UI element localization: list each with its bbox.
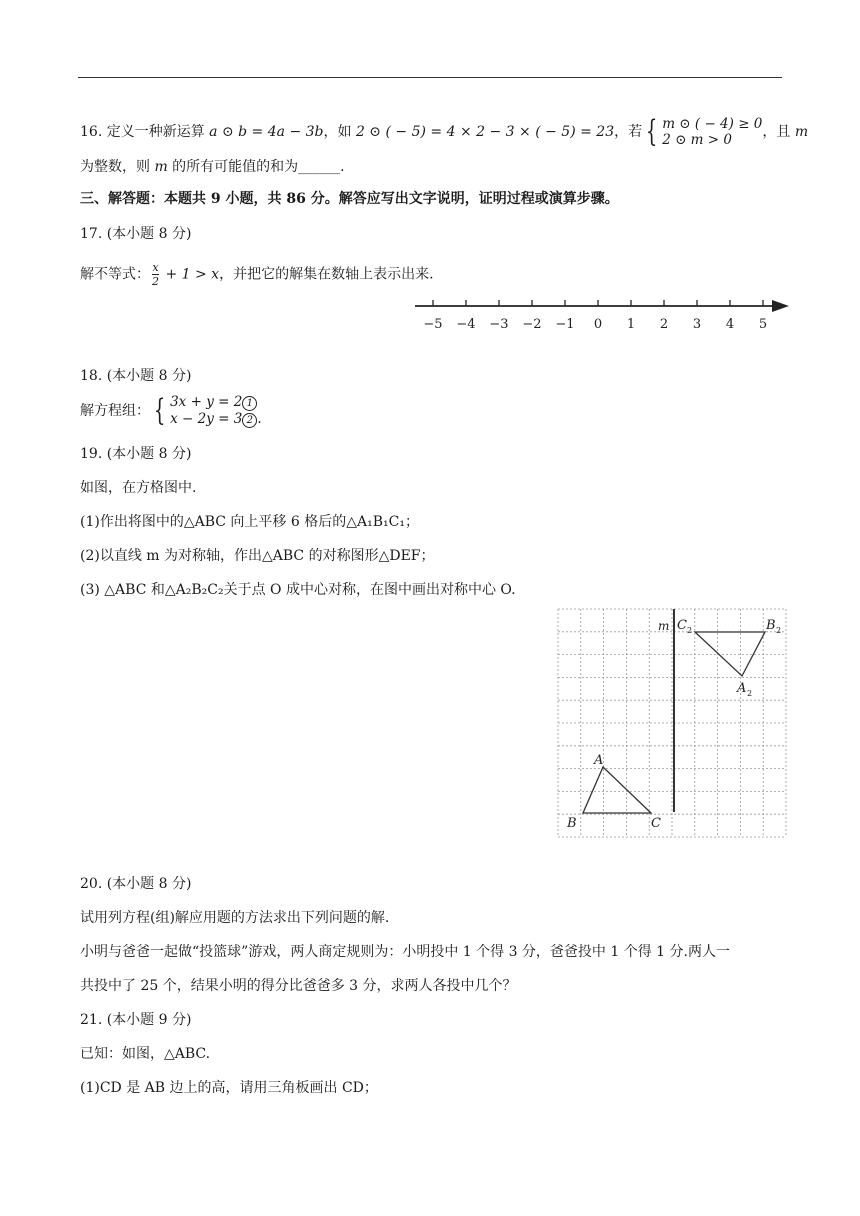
q16-text: 的所有可能值的和为______. xyxy=(167,159,345,175)
q18-text xyxy=(80,394,262,428)
q18-heading: 18. (本小题 8 分) xyxy=(80,368,192,384)
number-line-tick-label: 5 xyxy=(758,317,768,332)
q16-system xyxy=(662,116,762,148)
q18-prompt: 解方程组： xyxy=(80,403,150,419)
label-a: A xyxy=(594,753,604,768)
label-b2-subscript: 2 xyxy=(776,626,782,635)
q17-prompt: 解不等式： xyxy=(80,266,150,283)
q16-condition-1: m ⊙ ( − 4) ≥ 0 xyxy=(662,116,763,132)
q19-step-2: (2)以直线 m 为对称轴，作出△ABC 的对称图形△DEF； xyxy=(80,548,435,564)
number-line-tick-label: −2 xyxy=(522,317,542,332)
q17-expression: + 1 > x xyxy=(161,266,220,283)
q16-variable: m xyxy=(154,159,168,175)
q16-text: ，如 xyxy=(323,124,356,140)
q19-step-1: (1)作出将图中的△ABC 向上平移 6 格后的△A₁B₁C₁； xyxy=(80,514,419,530)
fraction-numerator: x xyxy=(152,261,159,274)
q17-heading: 17. (本小题 8 分) xyxy=(80,226,192,242)
number-line-tick-label: 3 xyxy=(692,317,702,332)
label-b: B xyxy=(567,816,577,831)
grid-lines xyxy=(558,609,786,837)
q16-line1 xyxy=(80,116,808,148)
q16-variable: m xyxy=(794,124,809,140)
q17-text xyxy=(80,262,434,287)
q16-definition: a ⊙ b = 4a − 3b xyxy=(209,124,324,140)
q17-fraction xyxy=(152,262,159,287)
q20-heading: 20. (本小题 8 分) xyxy=(80,876,192,892)
q20-intro: 试用列方程(组)解应用题的方法求出下列问题的解. xyxy=(80,910,390,926)
label-c: C xyxy=(651,816,661,831)
q19-intro: 如图，在方格图中. xyxy=(80,480,197,496)
number-line-tick-label: −4 xyxy=(456,317,476,332)
q16-condition-2: 2 ⊙ m > 0 xyxy=(662,132,732,148)
q16-example: 2 ⊙ ( − 5) = 4 × 2 − 3 × ( − 5) = 23 xyxy=(355,124,615,140)
label-b2: B xyxy=(766,618,776,633)
q20-text-line-2: 共投中了 25 个，结果小明的得分比爸爸多 3 分，求两人各投中几个？ xyxy=(80,978,517,994)
q20-text-line-1: 小明与爸爸一起做“投篮球”游戏，两人商定规则为：小明投中 1 个得 3 分，爸爸投中 1 个得 1 分.两人一 xyxy=(80,944,730,960)
q16-text: ，若 xyxy=(614,124,643,140)
equation-1: 3x + y = 2 xyxy=(170,394,243,410)
q16-text: 为整数，则 xyxy=(80,159,155,175)
q21-heading: 21. (本小题 9 分) xyxy=(80,1012,192,1028)
number-line-tick-label: −5 xyxy=(423,317,443,332)
number-line-tick-label: 0 xyxy=(593,317,603,332)
period: . xyxy=(257,411,262,427)
q19-heading: 19. (本小题 8 分) xyxy=(80,446,192,462)
circled-number-1: 1 xyxy=(242,396,257,411)
number-line-tick-label: 2 xyxy=(659,317,669,332)
equation-2: x − 2y = 3 xyxy=(170,411,243,427)
system-brace: { xyxy=(153,393,166,428)
q16-text: ，且 xyxy=(762,124,795,140)
number-line-tick-label: −3 xyxy=(489,317,509,332)
circled-number-2: 2 xyxy=(242,413,257,428)
label-a2: A xyxy=(737,681,747,696)
fraction-denominator: 2 xyxy=(152,275,159,288)
label-c2: C xyxy=(677,618,687,633)
q16-line2 xyxy=(80,157,345,177)
number-line-tick-label: 1 xyxy=(626,317,636,332)
label-c2-subscript: 2 xyxy=(687,626,693,635)
label-a2-subscript: 2 xyxy=(747,689,753,698)
number-line-tick-label: −1 xyxy=(555,317,575,332)
number-line-tick-label: 4 xyxy=(725,317,735,332)
number-line xyxy=(405,290,795,338)
triangle-abc xyxy=(583,767,651,813)
triangle-a2b2c2 xyxy=(695,632,765,676)
q21-step-1: (1)CD 是 AB 边上的高，请用三角板画出 CD； xyxy=(80,1080,378,1096)
q19-step-3: (3) △ABC 和△A₂B₂C₂关于点 O 成中心对称，在图中画出对称中心 O. xyxy=(80,582,516,598)
q16-text: 16. 定义一种新运算 xyxy=(80,124,210,140)
header-rule xyxy=(78,77,782,78)
axis-label-m: m xyxy=(658,619,670,633)
section-3-heading: 三、解答题：本题共 9 小题，共 86 分。解答应写出文字说明，证明过程或演算步骤。 xyxy=(80,191,619,207)
q18-system xyxy=(170,394,262,428)
q21-intro: 已知：如图，△ABC. xyxy=(80,1046,211,1062)
grid-figure xyxy=(555,606,791,838)
system-brace: { xyxy=(645,114,658,149)
q17-prompt: ，并把它的解集在数轴上表示出来. xyxy=(219,266,434,283)
